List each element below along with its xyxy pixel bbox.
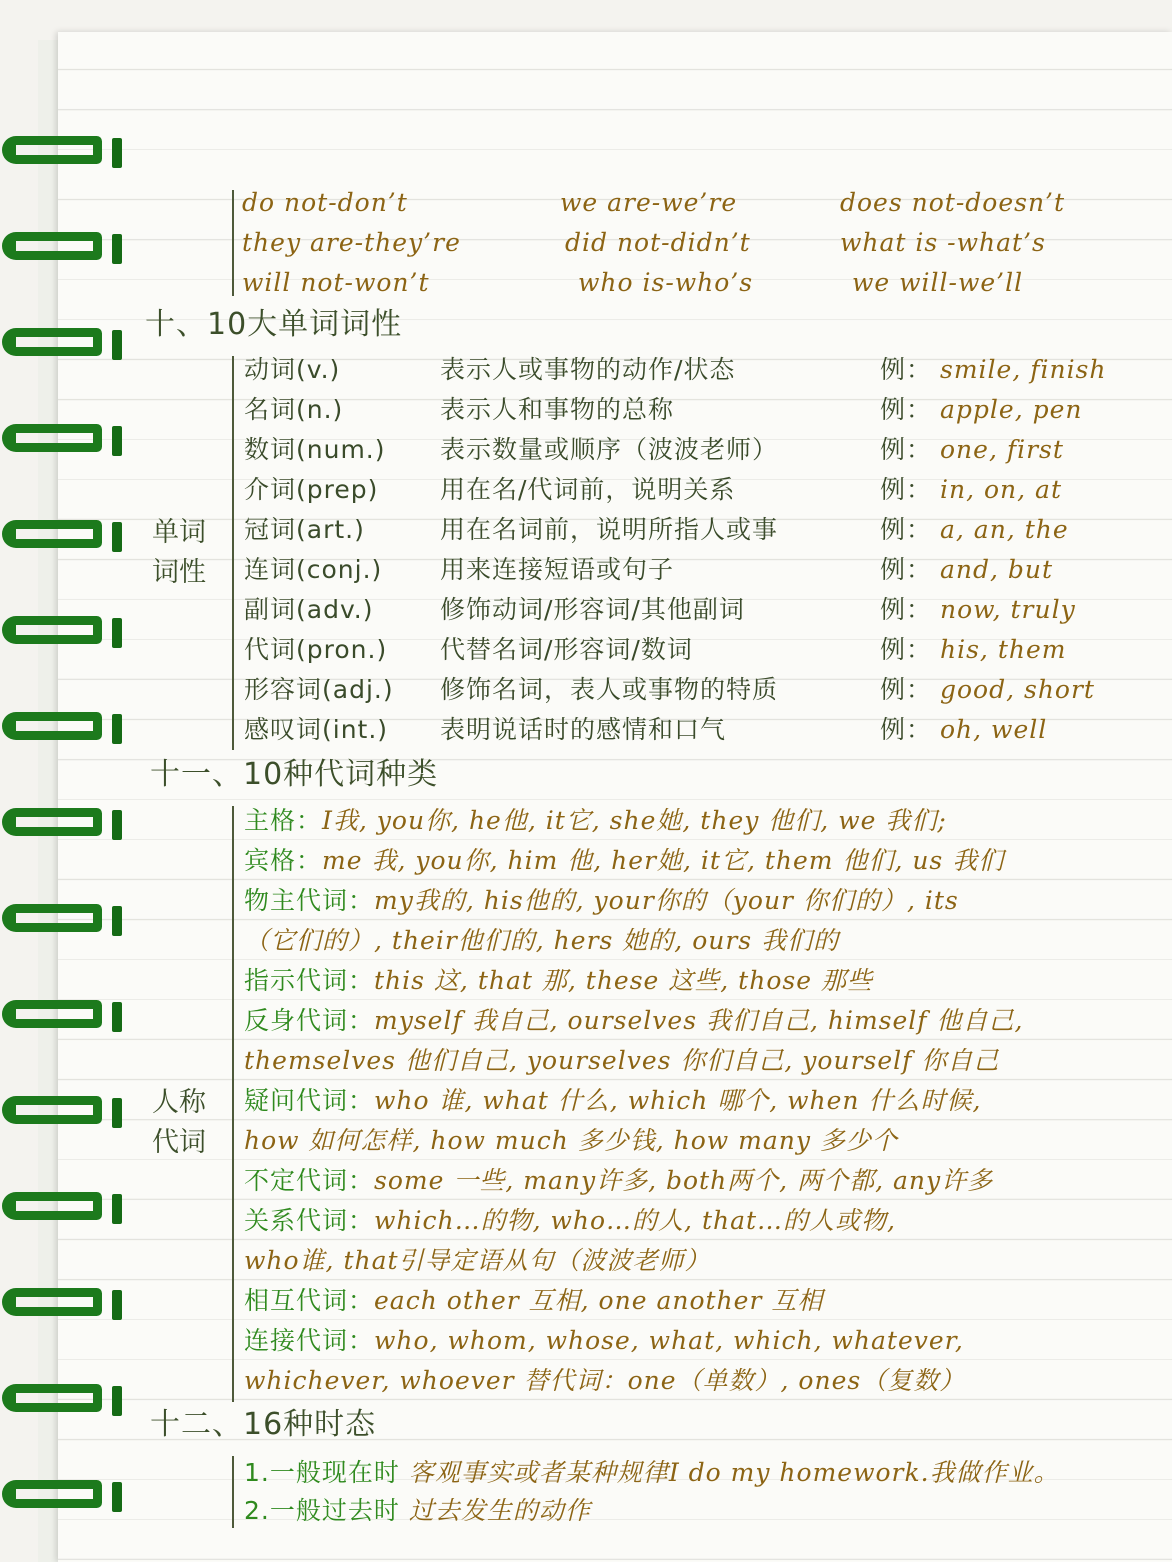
word-class-ex: oh, well [940,715,1048,744]
pronoun-examples: who谁, that引导定语从句（波波老师） [244,1246,711,1275]
word-class-ex-label: 例： [880,635,933,664]
side-label-line: 人称 [152,1087,206,1118]
pronoun-line [244,1126,898,1156]
word-class-ex: now, truly [940,595,1076,624]
section-10-title: 十、10大单词词性 [145,307,403,342]
spiral-coil [0,898,122,944]
spiral-coil [0,130,122,176]
tense-name: 2.一般过去时 [244,1496,400,1525]
tense-description: 客观事实或者某种规律I do my homework.我做作业。 [408,1458,1060,1487]
word-class-ex-label: 例： [880,395,933,424]
contraction: who is-who’s [578,268,754,297]
pronoun-category: 反身代词： [244,1006,375,1035]
spiral-coil [0,994,122,1040]
word-class-desc: 用在名词前，说明所指人或事 [440,515,779,544]
word-class-desc: 修饰名词，表人或事物的特质 [440,675,779,704]
section-10-side-label [152,513,206,593]
pronoun-line [244,926,839,956]
pronoun-category: 不定代词： [244,1166,375,1195]
word-class-ex: a, an, the [940,515,1069,544]
tense-line [244,1458,1060,1488]
contraction: we are-we’re [560,188,738,217]
side-label-line: 词性 [152,557,206,588]
word-class-pos: 形容词(adj.) [244,675,394,704]
contractions-bracket [232,190,234,296]
spiral-binding [0,0,140,1562]
contraction: they are-they’re [242,228,461,257]
word-class-pos: 名词(n.) [244,395,344,424]
pronoun-examples: themselves 他们自己, yourselves 你们自己, yourself 你自己 [244,1046,1000,1075]
pronoun-line [244,1286,823,1316]
tense-line [244,1496,591,1526]
spiral-coil [0,802,122,848]
pronoun-examples: I我, you你, he他, it它, she她, they 他们, we 我们; [322,806,947,835]
pronoun-category: 连接代词： [244,1326,375,1355]
pronoun-line [244,1046,999,1076]
spiral-coil [0,706,122,752]
word-class-ex-label: 例： [880,675,933,704]
word-class-ex-label: 例： [880,715,933,744]
word-class-ex: smile, finish [940,355,1107,384]
pronoun-examples: this 这, that 那, these 这些, those 那些 [374,966,873,995]
spiral-coil [0,1186,122,1232]
pronoun-line [244,846,1004,876]
word-class-desc: 用在名/代词前，说明关系 [440,475,736,504]
word-class-pos: 连词(conj.) [244,555,383,584]
word-class-ex-label: 例： [880,435,933,464]
word-class-ex-label: 例： [880,475,933,504]
word-class-desc: 表明说话时的感情和口气 [440,715,727,744]
spiral-coil [0,226,122,272]
spiral-coil [0,1474,122,1520]
pronoun-examples: which…的物, who…的人, that…的人或物, [374,1206,896,1235]
pronoun-category: 宾格： [244,846,323,875]
word-class-ex: apple, pen [940,395,1083,424]
pronoun-examples: me 我, you你, him 他, her她, it它, them 他们, us 我们 [322,846,1005,875]
tense-description: 过去发生的动作 [408,1496,591,1525]
word-class-pos: 副词(adv.) [244,595,374,624]
word-class-ex: in, on, at [940,475,1062,504]
contraction: does not-doesn’t [840,188,1066,217]
pronoun-category: 指示代词： [244,966,375,995]
pronoun-line [244,1366,965,1396]
pronoun-category: 相互代词： [244,1286,375,1315]
section-10-bracket [232,356,234,750]
pronoun-examples: who, whom, whose, what, which, whatever, [374,1326,964,1355]
spiral-coil [0,1090,122,1136]
pronoun-line [244,966,873,996]
pronoun-examples: some 一些, many许多, both两个, 两个都, any许多 [374,1166,994,1195]
word-class-ex-label: 例： [880,595,933,624]
word-class-pos: 数词(num.) [244,435,386,464]
pronoun-line [244,806,947,836]
pronoun-category: 关系代词： [244,1206,375,1235]
side-label-line: 代词 [152,1127,206,1158]
pronoun-examples: （它们的）, their他们的, hers 她的, ours 我们的 [244,926,840,955]
word-class-desc: 代替名词/形容词/数词 [440,635,693,664]
pronoun-examples: who 谁, what 什么, which 哪个, when 什么时候, [374,1086,982,1115]
word-class-ex: and, but [940,555,1054,584]
side-label-line: 单词 [152,517,206,548]
word-class-desc: 表示数量或顺序（波波老师） [440,435,779,464]
pronoun-examples: whichever, whoever 替代词：one（单数）, ones（复数） [244,1366,966,1395]
pronoun-line [244,1326,964,1356]
pronoun-examples: myself 我自己, ourselves 我们自己, himself 他自己, [374,1006,1024,1035]
word-class-desc: 用来连接短语或句子 [440,555,675,584]
spiral-coil [0,1378,122,1424]
word-class-pos: 感叹词(int.) [244,715,389,744]
pronoun-category: 物主代词： [244,886,375,915]
pronoun-line [244,1086,981,1116]
pronoun-line [244,886,959,916]
pronoun-category: 疑问代词： [244,1086,375,1115]
section-11-side-label [152,1083,206,1163]
contraction: will not-won’t [242,268,430,297]
word-class-ex-label: 例： [880,355,933,384]
pronoun-line [244,1166,993,1196]
word-class-desc: 表示人或事物的动作/状态 [440,355,736,384]
spiral-coil [0,322,122,368]
word-class-ex: his, them [940,635,1067,664]
pronoun-category: 主格： [244,806,323,835]
word-class-pos: 冠词(art.) [244,515,365,544]
section-12-title: 十二、16种时态 [150,1407,377,1442]
spiral-coil [0,418,122,464]
spiral-coil [0,610,122,656]
pronoun-examples: my我的, his他的, your你的（your 你们的）, its [374,886,959,915]
word-class-desc: 表示人和事物的总称 [440,395,675,424]
word-class-pos: 介词(prep) [244,475,379,504]
word-class-ex-label: 例： [880,515,933,544]
pronoun-line [244,1006,1023,1036]
word-class-ex: one, first [940,435,1064,464]
section-11-title: 十一、10种代词种类 [150,757,439,792]
pronoun-examples: how 如何怎样, how much 多少钱, how many 多少个 [244,1126,898,1155]
word-class-pos: 代词(pron.) [244,635,388,664]
spiral-coil [0,514,122,560]
pronoun-examples: each other 互相, one another 互相 [374,1286,824,1315]
word-class-ex-label: 例： [880,555,933,584]
pronoun-line [244,1206,896,1236]
word-class-ex: good, short [940,675,1095,704]
pronoun-line [244,1246,711,1276]
section-12-bracket [232,1456,234,1528]
contraction: did not-didn’t [565,228,751,257]
word-class-pos: 动词(v.) [244,355,341,384]
spiral-coil [0,1282,122,1328]
contraction: what is -what’s [840,228,1046,257]
word-class-desc: 修饰动词/形容词/其他副词 [440,595,745,624]
tense-name: 1.一般现在时 [244,1458,400,1487]
contraction: do not-don’t [242,188,408,217]
contraction: we will-we’ll [852,268,1024,297]
section-11-bracket [232,806,234,1402]
